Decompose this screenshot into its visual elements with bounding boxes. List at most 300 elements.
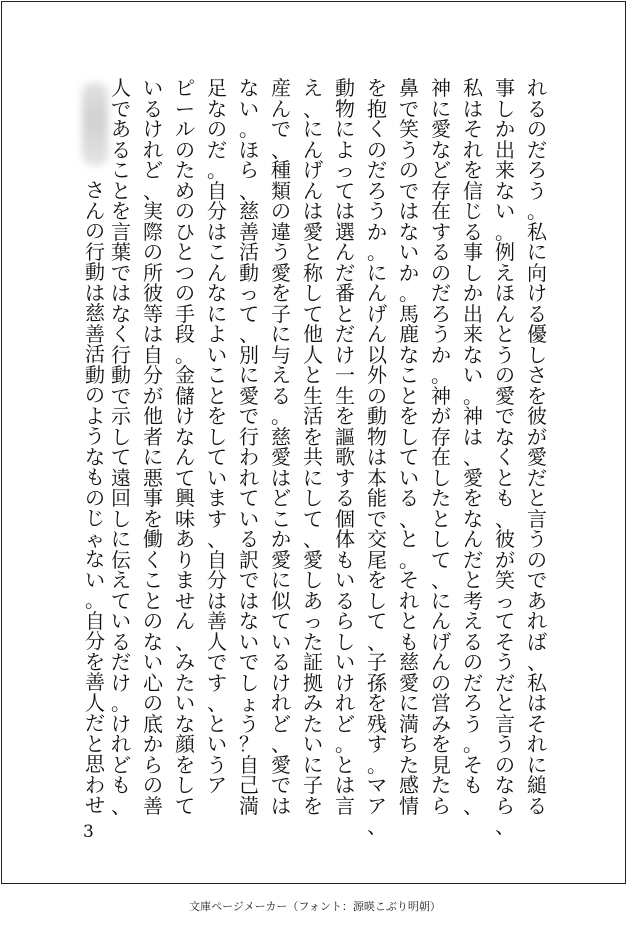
glyph: の: [431, 670, 451, 695]
glyph: ろ: [527, 158, 547, 182]
glyph: を: [303, 793, 323, 818]
glyph: 訳: [239, 547, 259, 572]
footer-credit: 文庫ページメーカー（フォント：源暎こぶり明朝）: [189, 900, 441, 913]
text-column: [140, 78, 166, 816]
glyph: か: [495, 117, 515, 141]
glyph: 自: [143, 342, 163, 367]
glyph: さ: [85, 178, 105, 202]
glyph: え: [495, 260, 515, 285]
glyph: 交: [367, 527, 387, 551]
glyph: 信: [463, 178, 483, 203]
glyph: 、: [271, 732, 291, 756]
glyph: 言: [495, 711, 515, 736]
glyph: ん: [495, 301, 515, 326]
glyph: う: [207, 752, 227, 777]
glyph: と: [335, 752, 355, 777]
glyph: 。: [431, 363, 451, 387]
glyph: 自: [85, 608, 105, 633]
glyph: 動: [85, 260, 105, 284]
glyph: 在: [431, 199, 451, 223]
glyph: そ: [495, 629, 515, 654]
glyph: が: [495, 547, 515, 572]
glyph: て: [399, 445, 419, 469]
glyph: ち: [399, 732, 419, 756]
blurred-name: [82, 82, 108, 166]
glyph: せ: [175, 588, 195, 613]
glyph: 。: [175, 342, 195, 367]
glyph: 分: [207, 568, 227, 592]
glyph: に: [207, 301, 227, 326]
glyph: 物: [367, 424, 387, 449]
glyph: し: [111, 506, 131, 531]
glyph: っ: [239, 281, 259, 305]
glyph: い: [207, 465, 227, 490]
glyph: と: [175, 240, 195, 264]
glyph: 愛: [431, 117, 451, 141]
glyph: そ: [463, 752, 483, 777]
glyph: を: [463, 486, 483, 510]
glyph: ア: [367, 793, 387, 818]
glyph: 愛: [271, 445, 291, 469]
glyph: の: [143, 691, 163, 715]
glyph: 彼: [495, 527, 515, 551]
glyph: い: [85, 567, 105, 592]
glyph: 顔: [175, 732, 195, 756]
glyph: 段: [175, 322, 195, 346]
glyph: 共: [303, 445, 323, 469]
glyph: は: [207, 588, 227, 613]
glyph: の: [175, 137, 195, 162]
glyph: 子: [303, 773, 323, 797]
glyph: ら: [495, 793, 515, 818]
glyph: れ: [335, 691, 355, 715]
glyph: れ: [527, 732, 547, 756]
glyph: 歌: [335, 445, 355, 469]
glyph: ー: [175, 96, 195, 121]
glyph: に: [111, 527, 131, 551]
glyph: で: [207, 650, 227, 674]
text-column: [268, 78, 294, 816]
glyph: 存: [431, 178, 451, 203]
glyph: れ: [143, 137, 163, 162]
glyph: ん: [207, 260, 227, 285]
glyph: 動: [239, 260, 259, 285]
glyph: 拠: [303, 670, 323, 695]
glyph: て: [239, 301, 259, 326]
glyph: か: [399, 260, 419, 285]
glyph: て: [303, 301, 323, 326]
glyph: う: [495, 732, 515, 756]
glyph: な: [239, 609, 259, 633]
glyph: 例: [495, 240, 515, 264]
glyph: る: [335, 588, 355, 613]
glyph: ら: [143, 752, 163, 777]
glyph: ど: [271, 486, 291, 510]
glyph: 他: [303, 322, 323, 346]
glyph: か: [271, 527, 291, 551]
glyph: 足: [207, 76, 227, 100]
glyph: 。: [367, 240, 387, 264]
glyph: の: [367, 137, 387, 162]
glyph: っ: [335, 158, 355, 182]
glyph: は: [271, 465, 291, 490]
glyph: 愛: [303, 547, 323, 572]
glyph: は: [463, 424, 483, 449]
glyph: て: [431, 547, 451, 572]
glyph: は: [335, 773, 355, 797]
glyph: て: [495, 609, 515, 633]
glyph: と: [335, 301, 355, 326]
glyph: に: [143, 445, 163, 469]
glyph: 動: [335, 76, 355, 100]
glyph: 愛: [239, 383, 259, 408]
glyph: の: [85, 485, 105, 510]
glyph: ば: [527, 629, 547, 654]
glyph: い: [239, 506, 259, 531]
glyph: と: [495, 465, 515, 490]
glyph: で: [111, 260, 131, 285]
glyph: と: [431, 506, 451, 531]
glyph: 葉: [111, 240, 131, 264]
glyph: で: [399, 178, 419, 203]
glyph: 底: [143, 711, 163, 736]
glyph: 子: [271, 301, 291, 326]
glyph: 外: [367, 363, 387, 387]
glyph: 別: [239, 342, 259, 367]
glyph: あ: [527, 588, 547, 613]
glyph: 自: [207, 547, 227, 572]
glyph: る: [463, 219, 483, 244]
glyph: 生: [303, 383, 323, 408]
glyph: る: [271, 650, 291, 674]
glyph: を: [207, 404, 227, 428]
glyph: 慈: [239, 199, 259, 223]
glyph: 人: [111, 76, 131, 100]
glyph: う: [495, 650, 515, 674]
glyph: 回: [111, 486, 131, 510]
glyph: 言: [335, 793, 355, 818]
glyph: け: [527, 281, 547, 305]
glyph: く: [367, 117, 387, 141]
glyph: の: [85, 219, 105, 243]
glyph: れ: [399, 588, 419, 613]
glyph: の: [431, 260, 451, 285]
glyph: と: [111, 178, 131, 203]
glyph: 、: [527, 650, 547, 674]
glyph: 遠: [111, 465, 131, 490]
glyph: 、: [239, 322, 259, 346]
glyph: せ: [85, 793, 105, 817]
glyph: れ: [111, 732, 131, 756]
glyph: 残: [367, 711, 387, 736]
glyph: く: [111, 322, 131, 346]
glyph: 示: [111, 404, 131, 428]
glyph: し: [431, 527, 451, 551]
glyph: で: [399, 96, 419, 121]
glyph: ょ: [239, 691, 259, 715]
glyph: う: [271, 240, 291, 264]
glyph: ゃ: [85, 526, 105, 551]
glyph: 違: [271, 219, 291, 244]
glyph: う: [527, 178, 547, 203]
glyph: 他: [143, 404, 163, 428]
glyph: 愛: [495, 383, 515, 408]
glyph: も: [463, 773, 483, 797]
glyph: も: [111, 773, 131, 797]
glyph: は: [143, 322, 163, 346]
glyph: と: [527, 486, 547, 510]
glyph: 動: [85, 362, 105, 387]
glyph: の: [463, 650, 483, 674]
glyph: い: [207, 732, 227, 756]
glyph: を: [367, 76, 387, 100]
glyph: け: [271, 670, 291, 695]
glyph: 見: [431, 752, 451, 777]
glyph: 伝: [111, 547, 131, 572]
glyph: 来: [495, 158, 515, 182]
glyph: ん: [367, 322, 387, 346]
glyph: ほ: [495, 281, 515, 305]
glyph: は: [463, 96, 483, 121]
glyph: 一: [335, 363, 355, 387]
glyph: 神: [463, 404, 483, 428]
glyph: と: [399, 527, 419, 551]
glyph: 笑: [495, 568, 515, 592]
glyph: の: [527, 547, 547, 572]
glyph: く: [495, 445, 515, 469]
glyph: し: [239, 670, 259, 695]
glyph: 、: [495, 506, 515, 531]
glyph: 、: [463, 793, 483, 818]
glyph: 。: [399, 281, 419, 305]
glyph: は: [303, 199, 323, 223]
glyph: 、: [367, 814, 387, 838]
glyph: 所: [143, 260, 163, 285]
glyph: 者: [143, 424, 163, 449]
glyph: な: [495, 424, 515, 449]
glyph: る: [335, 486, 355, 510]
glyph: 彼: [143, 281, 163, 305]
glyph: ん: [303, 178, 323, 203]
glyph: れ: [271, 691, 291, 715]
glyph: す: [431, 219, 451, 244]
glyph: 縋: [527, 773, 547, 797]
glyph: し: [303, 568, 323, 592]
glyph: だ: [527, 465, 547, 490]
glyph: ど: [111, 752, 131, 777]
glyph: か: [463, 281, 483, 305]
glyph: 子: [367, 650, 387, 674]
glyph: と: [143, 588, 163, 613]
glyph: 類: [271, 178, 291, 203]
glyph: れ: [239, 465, 259, 490]
glyph: る: [527, 793, 547, 818]
glyph: げ: [431, 629, 451, 654]
glyph: 選: [335, 219, 355, 244]
glyph: な: [431, 137, 451, 162]
glyph: め: [175, 178, 195, 203]
glyph: な: [239, 76, 259, 100]
glyph: 善: [207, 609, 227, 633]
glyph: 人: [85, 690, 105, 715]
glyph: れ: [527, 609, 547, 633]
glyph: ん: [463, 527, 483, 551]
glyph: み: [431, 711, 451, 736]
glyph: な: [111, 301, 131, 326]
glyph: 慈: [399, 650, 419, 674]
glyph: だ: [495, 670, 515, 695]
glyph: 、: [207, 527, 227, 551]
text-column: [396, 78, 422, 816]
glyph: 際: [143, 219, 163, 244]
glyph: え: [271, 363, 291, 387]
glyph: と: [463, 568, 483, 592]
glyph: 神: [431, 383, 451, 408]
glyph: と: [303, 363, 323, 387]
glyph: る: [463, 629, 483, 654]
glyph: 事: [463, 240, 483, 264]
glyph: だ: [431, 281, 451, 305]
glyph: を: [271, 281, 291, 305]
glyph: を: [111, 199, 131, 223]
glyph: か: [431, 342, 451, 367]
glyph: 愛: [271, 752, 291, 777]
glyph: て: [335, 178, 355, 203]
glyph: の: [495, 363, 515, 387]
glyph: 愛: [271, 260, 291, 285]
glyph: る: [239, 527, 259, 551]
glyph: 体: [335, 527, 355, 551]
glyph: す: [207, 506, 227, 531]
text-column: [492, 78, 518, 837]
glyph: と: [399, 609, 419, 633]
text-column: [82, 180, 108, 816]
glyph: か: [143, 732, 163, 756]
glyph: え: [111, 568, 131, 592]
glyph: る: [143, 96, 163, 121]
glyph: 言: [527, 506, 547, 531]
glyph: て: [175, 465, 195, 490]
glyph: で: [239, 650, 259, 674]
glyph: 愛: [303, 219, 323, 244]
glyph: な: [463, 506, 483, 531]
glyph: だ: [367, 158, 387, 182]
glyph: ど: [143, 158, 163, 182]
glyph: 私: [527, 219, 547, 244]
glyph: し: [527, 342, 547, 367]
glyph: 。: [335, 732, 355, 756]
glyph: け: [143, 117, 163, 141]
glyph: い: [399, 240, 419, 264]
glyph: 。: [111, 691, 131, 715]
glyph: 分: [143, 363, 163, 387]
glyph: 愛: [463, 465, 483, 490]
glyph: 、: [399, 506, 419, 531]
glyph: の: [85, 383, 105, 407]
glyph: で: [239, 568, 259, 592]
glyph: に: [399, 691, 419, 715]
glyph: 慈: [85, 301, 105, 325]
text-column: [364, 78, 390, 837]
glyph: 。: [399, 547, 419, 572]
glyph: 自: [207, 178, 227, 203]
glyph: け: [111, 670, 131, 695]
glyph: を: [463, 158, 483, 182]
glyph: 来: [463, 322, 483, 346]
glyph: い: [143, 76, 163, 100]
glyph: し: [111, 424, 131, 449]
glyph: 善: [239, 219, 259, 244]
glyph: 尾: [367, 547, 387, 572]
glyph: こ: [207, 240, 227, 264]
glyph: 己: [239, 773, 259, 797]
glyph: い: [335, 650, 355, 674]
glyph: く: [143, 547, 163, 572]
glyph: ど: [431, 158, 451, 182]
glyph: 行: [85, 239, 105, 264]
glyph: ど: [271, 711, 291, 736]
glyph: 営: [431, 691, 451, 715]
glyph: を: [85, 649, 105, 674]
glyph: る: [111, 137, 131, 162]
glyph: 、: [239, 178, 259, 203]
text-column: [460, 78, 486, 816]
glyph: い: [271, 629, 291, 654]
glyph: 彼: [527, 404, 547, 428]
glyph: 似: [271, 588, 291, 613]
glyph: こ: [271, 506, 291, 531]
glyph: 善: [85, 321, 105, 346]
page-number: 3: [83, 822, 94, 842]
glyph: を: [431, 732, 451, 756]
glyph: そ: [463, 117, 483, 141]
glyph: 心: [143, 670, 163, 695]
glyph: た: [175, 158, 195, 182]
glyph: 満: [399, 711, 419, 736]
glyph: 言: [111, 219, 131, 244]
glyph: が: [431, 404, 451, 428]
glyph: わ: [239, 445, 259, 469]
glyph: す: [367, 732, 387, 756]
glyph: だ: [335, 322, 355, 346]
glyph: れ: [463, 137, 483, 162]
glyph: を: [399, 404, 419, 428]
glyph: 活: [239, 240, 259, 264]
glyph: 、: [303, 527, 323, 551]
glyph: は: [399, 199, 419, 223]
glyph: あ: [111, 117, 131, 141]
glyph: て: [207, 445, 227, 469]
glyph: を: [367, 568, 387, 592]
glyph: 笑: [399, 117, 419, 141]
glyph: な: [399, 219, 419, 244]
glyph: し: [335, 629, 355, 654]
glyph: え: [303, 76, 323, 100]
glyph: ら: [239, 158, 259, 182]
glyph: の: [207, 117, 227, 141]
glyph: ん: [335, 240, 355, 264]
glyph: こ: [399, 363, 419, 387]
glyph: は: [207, 219, 227, 244]
glyph: を: [335, 404, 355, 428]
glyph: ん: [271, 96, 291, 121]
glyph: そ: [399, 568, 419, 592]
glyph: 称: [303, 260, 323, 285]
glyph: な: [85, 444, 105, 469]
glyph: で: [367, 506, 387, 531]
glyph: ら: [335, 609, 355, 633]
glyph: い: [239, 96, 259, 121]
